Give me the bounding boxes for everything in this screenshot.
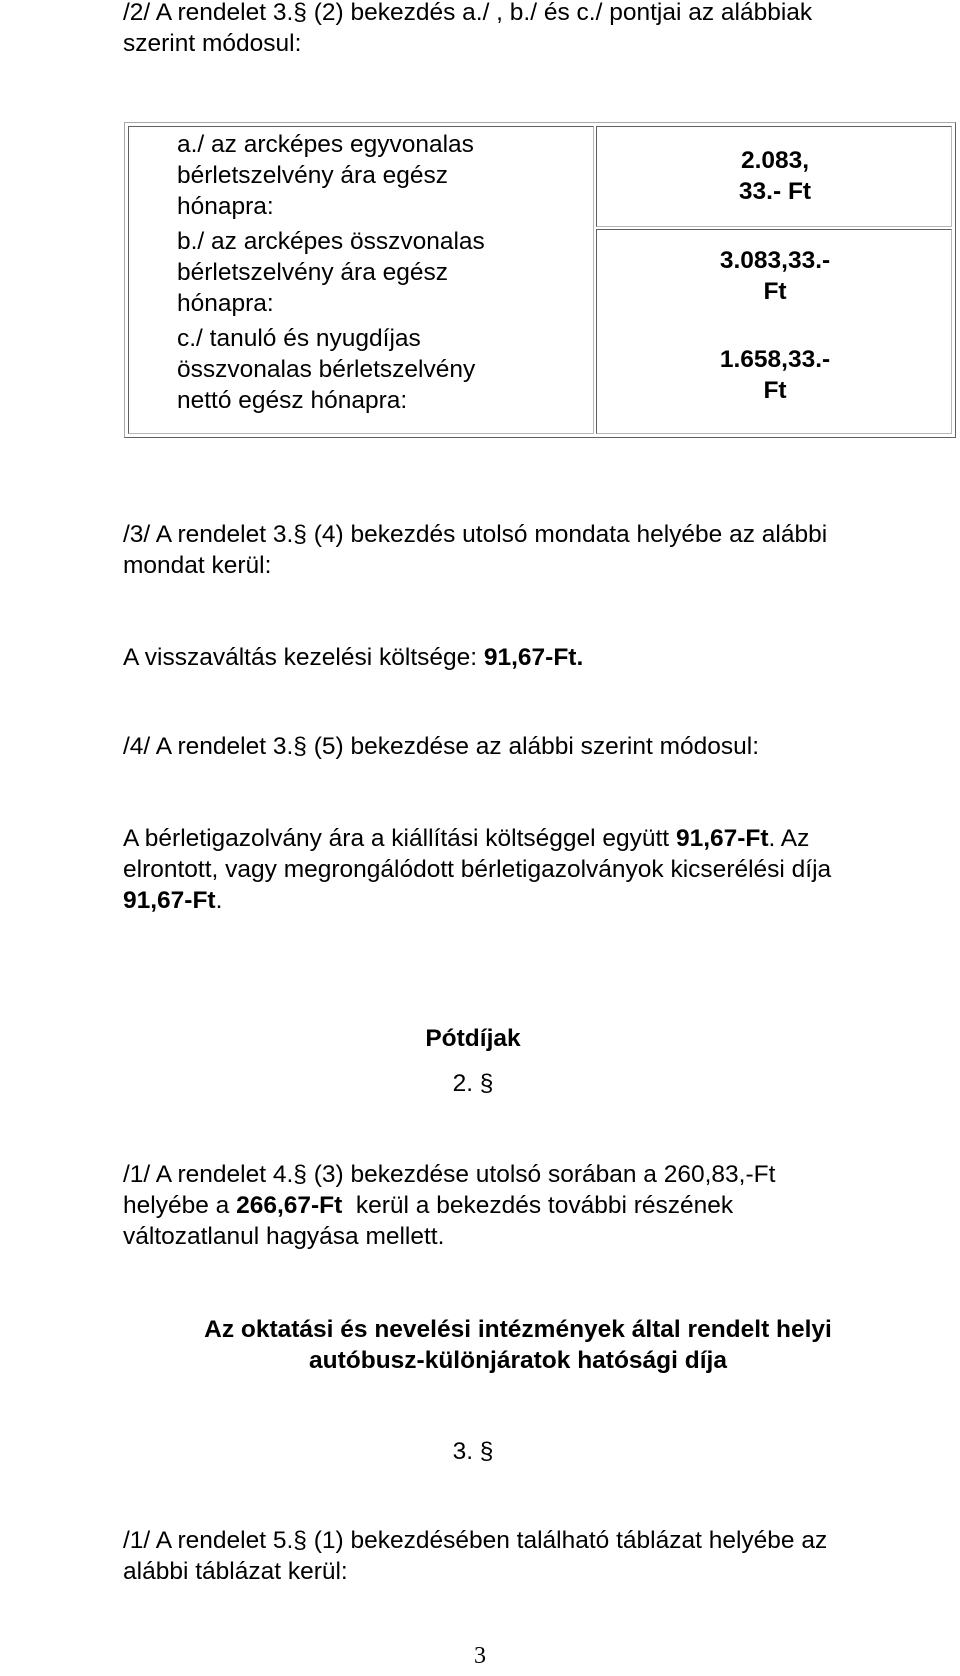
price-table (124, 122, 956, 438)
intro-paragraph (123, 0, 923, 59)
paragraph-3 (123, 519, 923, 581)
section-heading-autobusz: Az oktatási és nevelési intézmények által rendelt helyi autóbusz-különjáratok hatósági díja (204, 1316, 832, 1374)
table-row-b-label: b./ az arcképes összvonalas bérletszelvény ára egész hónapra: (177, 228, 485, 317)
table-row-a-label: a./ az arcképes egyvonalas bérletszelvény ára egész hónapra: (177, 131, 474, 220)
intro-line-1: /2/ A rendelet 3.§ (2) bekezdés a./ , b./ és c./ pontjai az alábbiak (123, 0, 813, 26)
table-row-a-value: 2.083, 33.- Ft (738, 147, 812, 205)
paragraph-4-text: A bérletigazolvány ára a kiállítási költséggel együtt 91,67-Ft. Az elrontott, vagy megrongálódott bérletigazolványok kicserélési díja 91,67-Ft. (123, 825, 832, 914)
table-value-cell-a (596, 126, 952, 227)
table-label-cell (128, 126, 594, 434)
paragraph-3-text: A visszaváltás kezelési költsége: 91,67-Ft. (123, 644, 584, 671)
paragraph-4 (123, 731, 923, 762)
table-row-c-value: 1.658,33.- Ft (719, 346, 831, 404)
table-row-b-value: 3.083,33.- Ft (719, 247, 831, 305)
page-number: 3 (474, 1643, 486, 1669)
paragraph-3-1: /1/ A rendelet 5.§ (1) bekezdésében található táblázat helyébe az alábbi táblázat kerül: (123, 1527, 828, 1585)
paragraph-4-line-1: /4/ A rendelet 3.§ (5) bekezdése az alábbi szerint módosul: (123, 733, 760, 760)
section-number-2: 2. § (452, 1070, 494, 1097)
section-heading-potdijak: Pótdíjak (425, 1025, 521, 1052)
pass-fee-amount: 91,67-Ft (675, 825, 769, 852)
table-value-cell-bc (596, 229, 952, 434)
intro-line-2: szerint módosul: (123, 30, 302, 57)
section-number-3: 3. § (452, 1438, 494, 1465)
paragraph-3-line-2: mondat kerül: (123, 552, 272, 579)
replacement-fee-amount: 91,67-Ft (123, 887, 216, 914)
paragraph-2-1: /1/ A rendelet 4.§ (3) bekezdése utolsó sorában a 260,83,-Ft helyébe a 266,67-Ft kerül a bekezdés további részének változatlanul hagyása mellett. (123, 1161, 776, 1250)
table-row-c-label: c./ tanuló és nyugdíjas összvonalas bérletszelvény nettó egész hónapra: (177, 325, 476, 414)
handling-fee-amount: 91,67-Ft. (483, 644, 584, 671)
surcharge-amount: 266,67-Ft (236, 1192, 343, 1219)
paragraph-3-line-1: /3/ A rendelet 3.§ (4) bekezdés utolsó mondata helyébe az alábbi (123, 521, 828, 548)
